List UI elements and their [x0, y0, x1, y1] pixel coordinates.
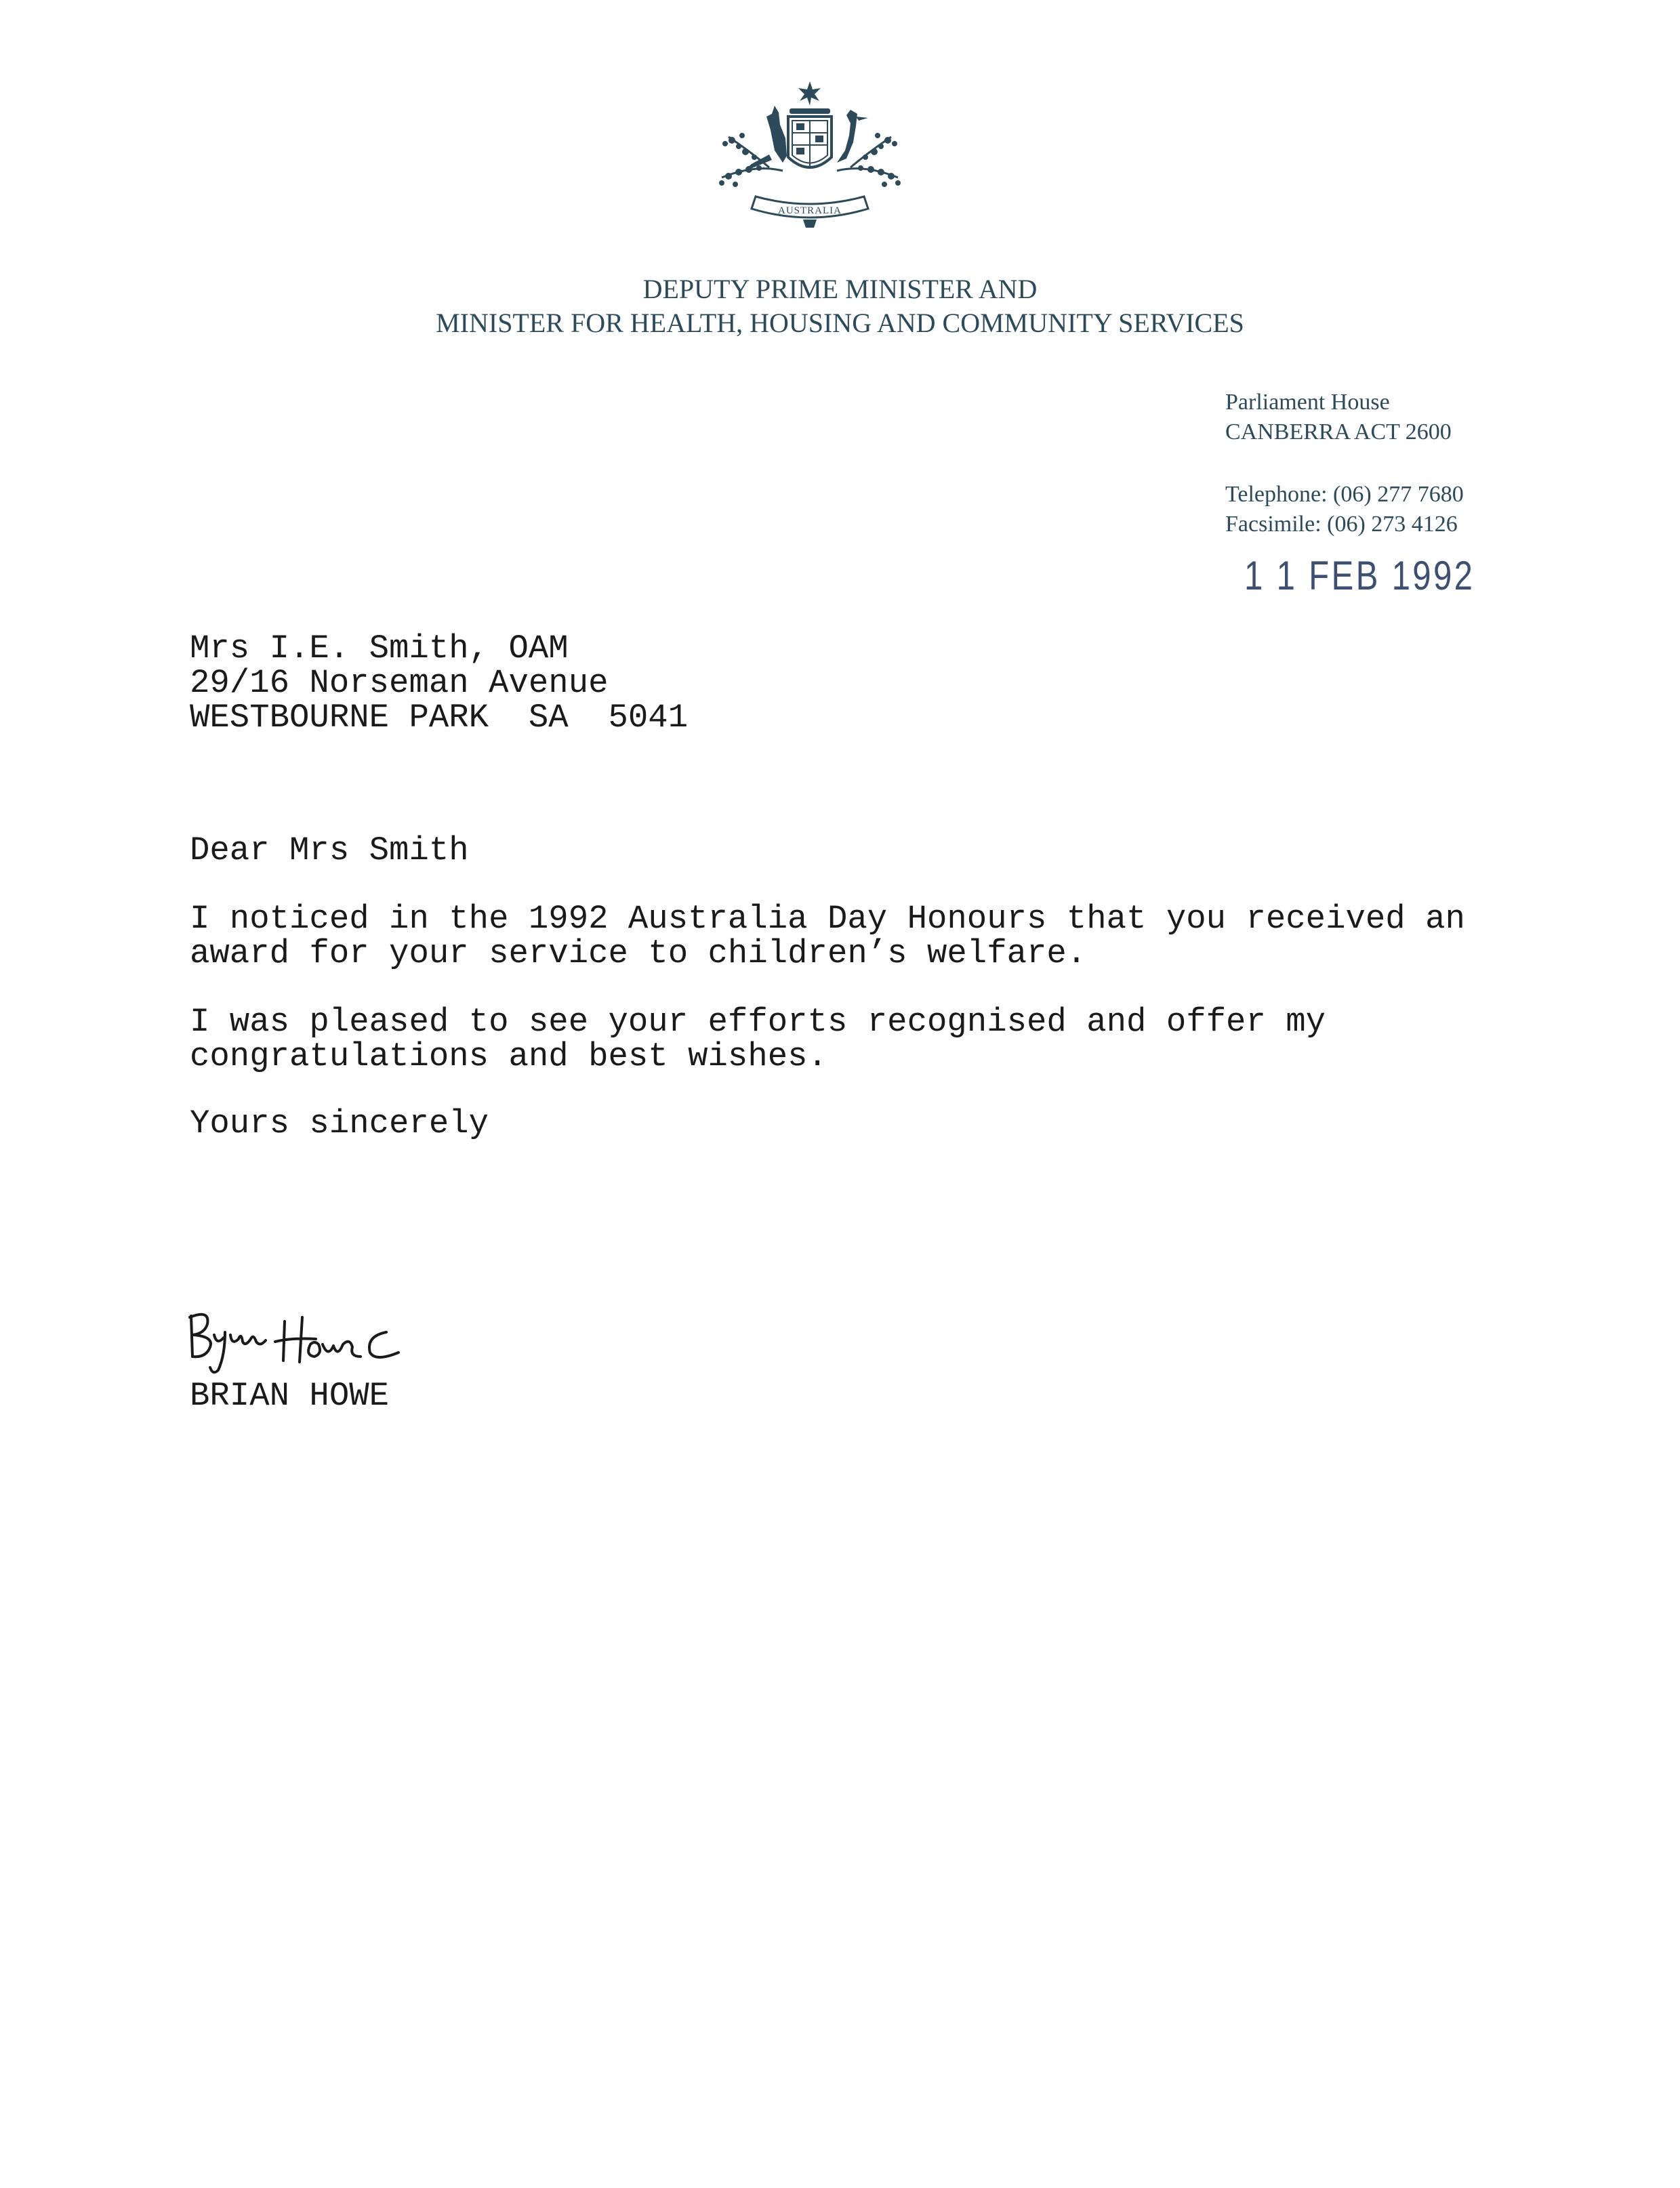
recipient-address-block [190, 629, 689, 737]
sender-telephone: Telephone: (06) 277 7680 [1225, 482, 1464, 507]
paragraph-1-line-2: award for your service to children’s welfare. [190, 934, 1087, 972]
body-paragraph-1 [190, 902, 1465, 971]
recipient-line-3: WESTBOURNE PARK SA 5041 [190, 699, 689, 737]
coat-of-arms-icon [701, 76, 918, 232]
recipient-line-1: Mrs I.E. Smith, OAM [190, 629, 569, 667]
closing: Yours sincerely [190, 1105, 489, 1142]
paragraph-2-line-1: I was pleased to see your efforts recognised and offer my [190, 1003, 1326, 1041]
sender-facsimile: Facsimile: (06) 273 4126 [1225, 512, 1458, 537]
letterhead-line-2: MINISTER FOR HEALTH, HOUSING AND COMMUNITY SERVICES [436, 308, 1244, 338]
paragraph-2-line-2: congratulations and best wishes. [190, 1037, 827, 1075]
paragraph-1-line-1: I noticed in the 1992 Australia Day Honours that you received an [190, 900, 1465, 938]
date-stamp: 1 1 FEB 1992 [1244, 553, 1475, 598]
body-paragraph-2 [190, 1005, 1326, 1074]
letterhead-title [0, 272, 1680, 340]
letterhead-line-1: DEPUTY PRIME MINISTER AND [642, 274, 1038, 304]
svg-text:AUSTRALIA: AUSTRALIA [778, 205, 842, 216]
handwritten-signature [183, 1302, 427, 1377]
signer-name: BRIAN HOWE [190, 1377, 390, 1415]
recipient-line-2: 29/16 Norseman Avenue [190, 664, 609, 702]
sender-address-line-1: Parliament House [1225, 390, 1390, 415]
sender-address-block [1225, 388, 1464, 539]
salutation: Dear Mrs Smith [190, 831, 469, 869]
sender-address-line-2: CANBERRA ACT 2600 [1225, 419, 1452, 445]
